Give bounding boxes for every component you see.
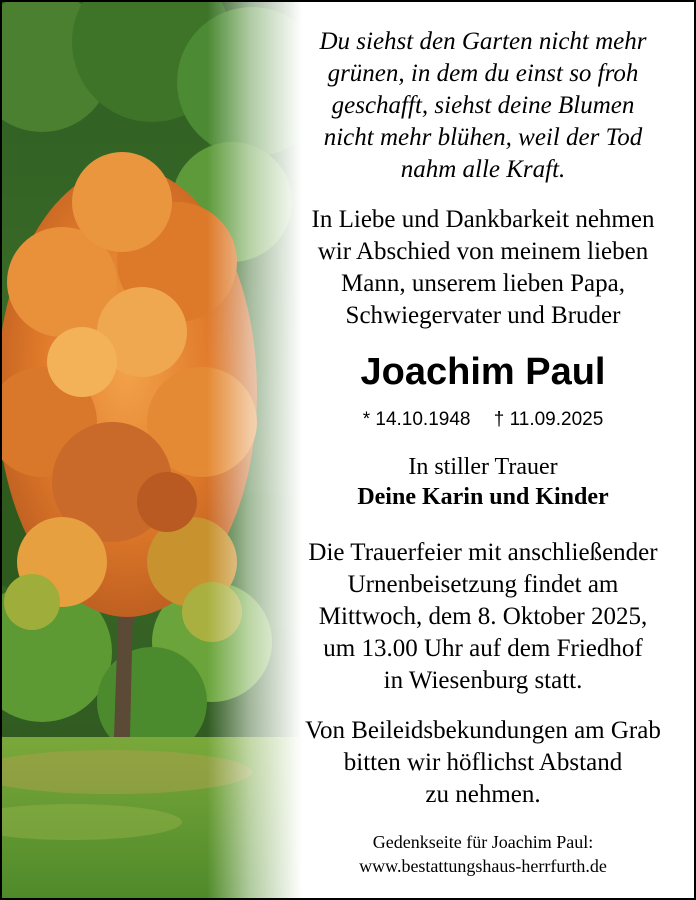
- service-line: Mittwoch, dem 8. Oktober 2025,: [318, 603, 648, 630]
- poem-line: Du siehst den Garten nicht mehr: [319, 28, 647, 55]
- mourning-signature: [272, 452, 694, 512]
- birth-date: * 14.10.1948: [362, 409, 471, 430]
- intro-line: wir Abschied von meinem lieben: [317, 238, 649, 265]
- service-line: um 13.00 Uhr auf dem Friedhof: [323, 635, 643, 662]
- death-date: † 11.09.2025: [493, 409, 604, 430]
- poem-line: grünen, in dem du einst so froh: [327, 60, 639, 87]
- poem: [272, 26, 694, 186]
- deceased-name: Joachim Paul: [360, 351, 606, 393]
- obituary-text: [272, 2, 694, 898]
- memorial-url: www.bestattungshaus-herrfurth.de: [359, 856, 607, 876]
- service-line: in Wiesenburg statt.: [383, 667, 583, 694]
- funeral-service-info: [272, 537, 694, 697]
- farewell-intro: [272, 204, 694, 332]
- service-line: Die Trauerfeier mit anschließender: [308, 539, 658, 566]
- poem-line: nicht mehr blühen, weil der Tod: [323, 124, 643, 151]
- poem-line: geschafft, siehst deine Blumen: [331, 92, 635, 119]
- intro-line: Mann, unserem lieben Papa,: [341, 270, 625, 297]
- condolence-line: Von Beileidsbekundungen am Grab: [305, 717, 661, 744]
- poem-line: nahm alle Kraft.: [400, 156, 566, 183]
- memorial-label: Gedenkseite für Joachim Paul:: [372, 832, 594, 852]
- condolence-line: bitten wir höflichst Abstand: [343, 749, 623, 776]
- condolence-line: zu nehmen.: [425, 781, 541, 808]
- intro-line: In Liebe und Dankbarkeit nehmen: [311, 206, 655, 233]
- mourning-line: In stiller Trauer: [408, 454, 558, 480]
- intro-line: Schwiegervater und Bruder: [345, 302, 621, 329]
- mourning-family: Deine Karin und Kinder: [357, 484, 609, 510]
- condolence-note: [272, 715, 694, 811]
- memorial-page-footer: [272, 830, 694, 878]
- life-dates: [272, 406, 694, 434]
- service-line: Urnenbeisetzung findet am: [347, 571, 619, 598]
